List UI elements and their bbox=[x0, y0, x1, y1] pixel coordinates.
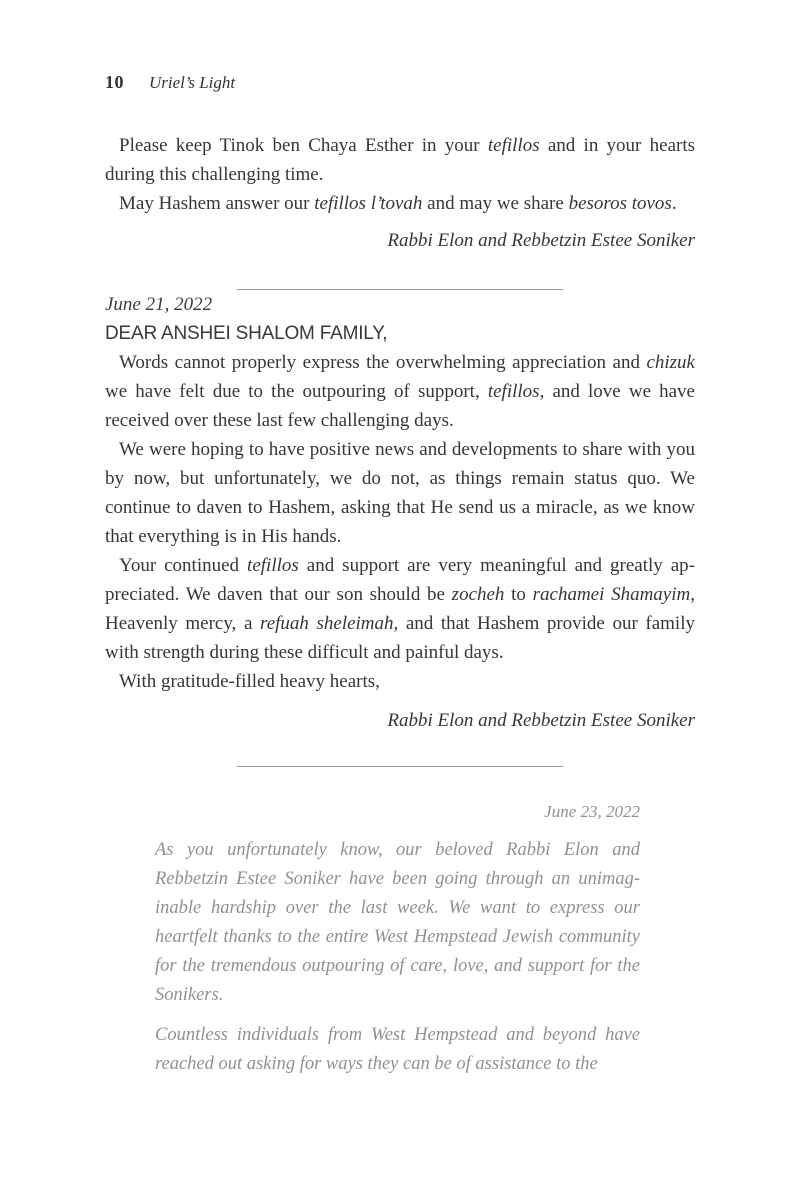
letter-paragraph bbox=[105, 551, 695, 667]
letter-june-21 bbox=[105, 290, 695, 735]
hebrew-term: tefillos bbox=[487, 381, 540, 402]
signature: Rabbi Elon and Rebbetzin Estee Soniker bbox=[387, 710, 695, 731]
book-title: Uriel’s Light bbox=[149, 73, 236, 92]
letter-paragraph: We were hoping to have positive news and developments to share with you by now, but unfortunately, we do not, as things remain status quo. We continue to daven to Hashem, asking that He send us a miracle, as we know that everything is in His hands. bbox=[105, 439, 695, 547]
text-run: we have felt due to the outpouring of support, bbox=[105, 381, 488, 402]
letter-date: June 23, 2022 bbox=[544, 802, 640, 821]
text-run: Please keep Tinok ben Chaya Esther in your bbox=[119, 135, 488, 156]
section-divider bbox=[237, 766, 563, 767]
hebrew-term: chizuk bbox=[646, 352, 695, 373]
text-run: , and love we have received over these last few challenging days. bbox=[105, 381, 695, 431]
text-run: May Hashem answer our bbox=[119, 193, 315, 214]
letter-paragraph bbox=[105, 348, 695, 435]
hebrew-term: besoros tovos bbox=[568, 193, 672, 214]
text-run: Your continued bbox=[119, 555, 248, 576]
hebrew-term: tefillos bbox=[247, 555, 299, 576]
hebrew-term: tefillos l’tovah bbox=[314, 193, 423, 214]
letter-june-23 bbox=[155, 797, 640, 1079]
text-run: , and that Hashem provide our family with strength during these difficult and painful days. bbox=[105, 613, 695, 663]
text-run: to bbox=[504, 584, 533, 605]
hebrew-term: tefillos bbox=[487, 135, 540, 156]
text-run: . bbox=[671, 193, 677, 214]
text-run: and support are very meaningful and greatly appreciated. We daven that our son should be bbox=[105, 555, 695, 605]
text-run: and in your hearts during this challenging time. bbox=[105, 135, 695, 185]
hebrew-term: refuah sheleimah bbox=[260, 613, 394, 634]
letter-closing: With gratitude-filled heavy hearts, bbox=[119, 671, 380, 692]
hebrew-term: rachamei Shamayim bbox=[532, 584, 691, 605]
letter-paragraph: As you unfortunately know, our beloved Rabbi Elon and Rebbetzin Estee Soniker have been going through an unimaginable hardship over the last week. We want to express our heartfelt thanks to the entire West Hempstead Jewish community for the tremendous outpouring of care, love, and support for the Sonikers. bbox=[155, 840, 640, 1005]
text-run: and may we share bbox=[422, 193, 569, 214]
running-header bbox=[105, 72, 695, 93]
letter-paragraph bbox=[105, 189, 695, 218]
letter-paragraph bbox=[105, 131, 695, 189]
letter-date: June 21, 2022 bbox=[105, 294, 213, 315]
salutation-heading: DEAR ANSHEI SHALOM FAMILY, bbox=[105, 323, 388, 344]
letter-paragraph: Countless individuals from West Hempstead and beyond have reached out asking for ways they can be of assistance to the bbox=[155, 1025, 640, 1074]
text-run: Words cannot properly express the overwhelming appreciation and bbox=[119, 352, 647, 373]
text-run: , Heavenly mercy, a bbox=[105, 584, 695, 634]
letter-june-19 bbox=[105, 131, 695, 255]
page-number: 10 bbox=[105, 72, 124, 92]
signature: Rabbi Elon and Rebbetzin Estee Soniker bbox=[387, 230, 695, 251]
hebrew-term: zocheh bbox=[451, 584, 505, 605]
